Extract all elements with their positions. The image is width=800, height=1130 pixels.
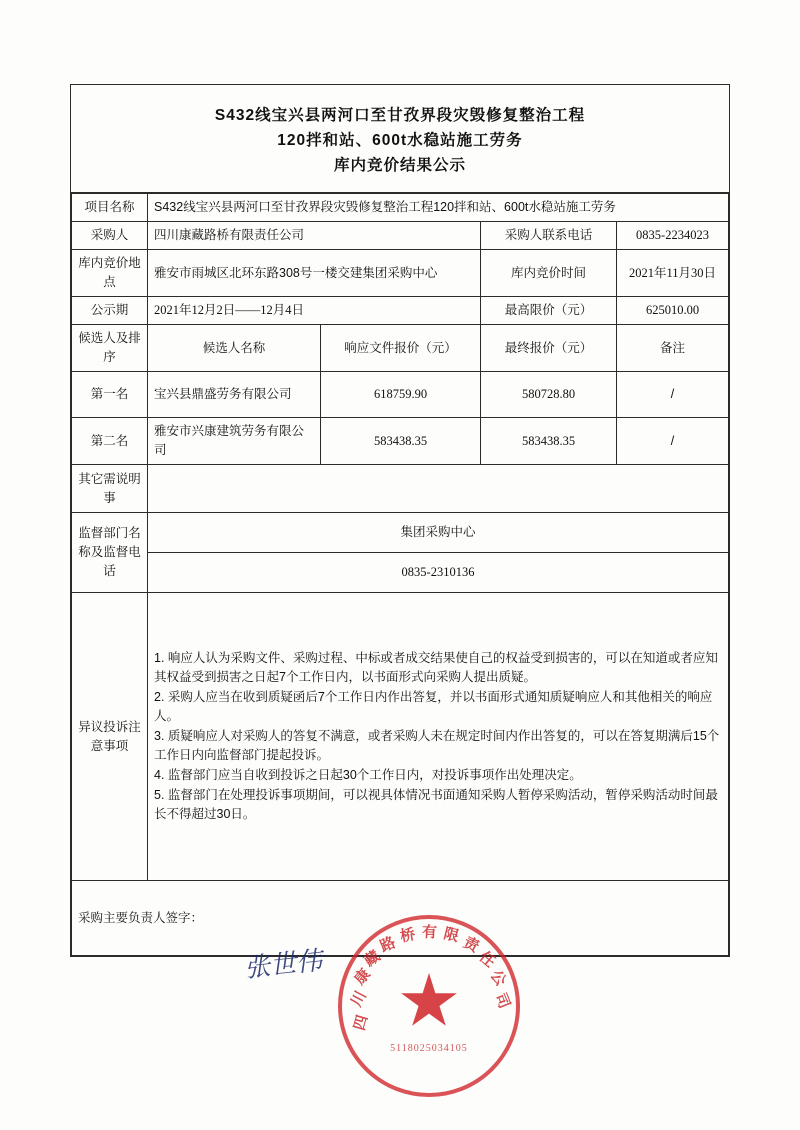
- seal-top-text: 四 川 康 藏 路 桥 有 限 责 任 公 司: [347, 923, 514, 1033]
- final-price-header: 最终报价（元）: [481, 325, 617, 372]
- document-frame: [70, 84, 730, 957]
- candidate-final-price: 583438.35: [481, 418, 617, 465]
- table-row-supervise-phone: [72, 553, 729, 593]
- candidate-name-header: 候选人名称: [148, 325, 321, 372]
- table-row-candidate: [72, 418, 729, 465]
- bidding-place-value: 雅安市雨城区北环东路308号一楼交建集团采购中心: [148, 250, 481, 297]
- candidate-response-price: 618759.90: [321, 372, 481, 418]
- signature-label: 采购主要负责人签字：: [72, 881, 729, 956]
- max-price-value: 625010.00: [617, 297, 729, 325]
- supervise-dept-value: 集团采购中心: [148, 513, 729, 553]
- project-name-value: S432线宝兴县两河口至甘孜界段灾毁修复整治工程120拌和站、600t水稳站施工劳务: [148, 194, 729, 222]
- purchaser-phone-value: 0835-2234023: [617, 222, 729, 250]
- table-row-project-name: [72, 194, 729, 222]
- table-row-bidding-place: [72, 250, 729, 297]
- title-line-2: 120拌和站、600t水稳站施工劳务: [277, 132, 523, 149]
- candidate-label: 候选人及排序: [72, 325, 148, 372]
- table-row-candidate: [72, 372, 729, 418]
- candidate-remark: /: [617, 418, 729, 465]
- other-value: [148, 465, 729, 513]
- candidate-name: 雅安市兴康建筑劳务有限公司: [148, 418, 321, 465]
- bidding-time-label: 库内竞价时间: [481, 250, 617, 297]
- table-row-complaint: [72, 593, 729, 881]
- table-row-purchaser: [72, 222, 729, 250]
- candidate-name: 宝兴县鼎盛劳务有限公司: [148, 372, 321, 418]
- supervise-label: 监督部门名称及监督电话: [72, 513, 148, 593]
- candidate-rank: 第一名: [72, 372, 148, 418]
- purchaser-label: 采购人: [72, 222, 148, 250]
- purchaser-phone-label: 采购人联系电话: [481, 222, 617, 250]
- complaint-item: 2. 采购人应当在收到质疑函后7个工作日内作出答复，并以书面形式通知质疑响应人和其他相关的响应人。: [154, 689, 713, 723]
- title-line-1: S432线宝兴县两河口至甘孜界段灾毁修复整治工程: [214, 107, 586, 124]
- complaint-item: 1. 响应人认为采购文件、采购过程、中标或者成交结果使自己的权益受到损害的，可以在知道或者应知其权益受到损害之日起7个工作日内，以书面形式向采购人提出质疑。: [154, 650, 718, 684]
- publicity-value: 2021年12月2日——12月4日: [148, 297, 481, 325]
- bidding-place-label: 库内竞价地点: [72, 250, 148, 297]
- table-row-other: [72, 465, 729, 513]
- table-row-signature: [72, 881, 729, 956]
- project-name-label: 项目名称: [72, 194, 148, 222]
- document-title: [71, 85, 729, 193]
- candidate-response-price: 583438.35: [321, 418, 481, 465]
- candidate-rank: 第二名: [72, 418, 148, 465]
- table-row-publicity: [72, 297, 729, 325]
- max-price-label: 最高限价（元）: [481, 297, 617, 325]
- table-row-candidate-header: [72, 325, 729, 372]
- other-label: 其它需说明事: [72, 465, 148, 513]
- candidate-final-price: 580728.80: [481, 372, 617, 418]
- bidding-time-value: 2021年11月30日: [617, 250, 729, 297]
- purchaser-value: 四川康藏路桥有限责任公司: [148, 222, 481, 250]
- seal-code: 5118025034105: [390, 1043, 468, 1054]
- complaint-label: 异议投诉注意事项: [72, 593, 148, 881]
- title-line-3: 库内竞价结果公示: [333, 157, 466, 174]
- seal-star-icon: [400, 973, 458, 1031]
- handwritten-signature: 张世伟: [242, 945, 324, 983]
- publicity-label: 公示期: [72, 297, 148, 325]
- info-table: [71, 193, 729, 956]
- table-row-supervise-dept: [72, 513, 729, 553]
- complaint-item: 3. 质疑响应人对采购人的答复不满意，或者采购人未在规定时间内作出答复的，可以在答复期满后15个工作日内向监督部门提起投诉。: [154, 728, 720, 762]
- candidate-remark: /: [617, 372, 729, 418]
- complaint-item: 4. 监督部门应当自收到投诉之日起30个工作日内，对投诉事项作出处理决定。: [154, 767, 582, 782]
- complaint-item: 5. 监督部门在处理投诉事项期间，可以视具体情况书面通知采购人暂停采购活动，暂停采购活动时间最长不得超过30日。: [154, 787, 718, 821]
- remark-header: 备注: [617, 325, 729, 372]
- complaint-notes: [148, 593, 729, 881]
- response-price-header: 响应文件报价（元）: [321, 325, 481, 372]
- supervise-phone-value: 0835-2310136: [148, 553, 729, 593]
